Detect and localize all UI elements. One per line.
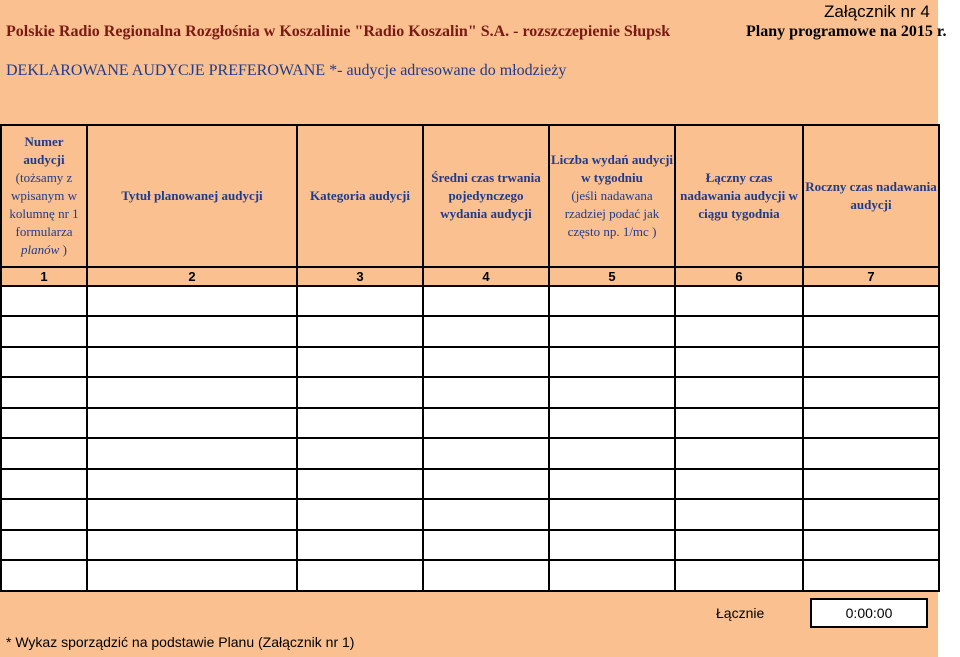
col-header-number-line4: planów xyxy=(21,242,60,258)
table-cell[interactable] xyxy=(675,438,803,469)
table-cell[interactable] xyxy=(297,438,423,469)
table-cell[interactable] xyxy=(675,499,803,530)
annex-label: Załącznik nr 4 xyxy=(824,2,930,21)
table-cell[interactable] xyxy=(803,408,939,439)
footnote: * Wykaz sporządzić na podstawie Planu (Załącznik nr 1) xyxy=(6,634,355,650)
table-cell[interactable] xyxy=(803,438,939,469)
column-number: 6 xyxy=(675,267,803,285)
table-row xyxy=(1,438,939,469)
table-cell[interactable] xyxy=(1,469,87,500)
table-cell[interactable] xyxy=(423,347,549,378)
table-row xyxy=(1,469,939,500)
col-header-title: Tytuł planowanej audycji xyxy=(87,125,297,267)
table-cell[interactable] xyxy=(1,377,87,408)
table-cell[interactable] xyxy=(803,286,939,317)
company-title: Polskie Radio Regionalna Rozgłośnia w Koszalinie "Radio Koszalin" S.A. - rozszczepienie Słupsk xyxy=(6,23,671,40)
column-number: 1 xyxy=(1,267,87,285)
table-cell[interactable] xyxy=(297,408,423,439)
col-header-episodes-line1: Liczba wydań audycji w tygodniu xyxy=(550,152,674,186)
col-header-annual-time: Roczny czas nadawania audycji xyxy=(803,125,939,267)
table-cell[interactable] xyxy=(87,560,297,591)
column-number: 2 xyxy=(87,267,297,285)
table-cell[interactable] xyxy=(297,530,423,561)
table-cell[interactable] xyxy=(297,347,423,378)
table-cell[interactable] xyxy=(803,347,939,378)
table-cell[interactable] xyxy=(297,499,423,530)
table-cell[interactable] xyxy=(803,560,939,591)
table-row xyxy=(1,347,939,378)
col-header-episodes-line2: (jeśli nadawana rzadziej podać jak często np. 1/mc ) xyxy=(564,188,660,240)
column-number-row xyxy=(1,267,939,285)
table-cell[interactable] xyxy=(1,530,87,561)
table-cell[interactable] xyxy=(423,530,549,561)
col-header-number-line3: (tożsamy z wpisanym w kolumnę nr 1 formularza xyxy=(9,170,79,240)
column-number: 5 xyxy=(549,267,675,285)
table-row xyxy=(1,286,939,317)
table-header-row xyxy=(1,125,939,267)
table-cell[interactable] xyxy=(1,347,87,378)
table-cell[interactable] xyxy=(675,377,803,408)
table-cell[interactable] xyxy=(549,347,675,378)
table-cell[interactable] xyxy=(297,560,423,591)
table-cell[interactable] xyxy=(549,469,675,500)
table-cell[interactable] xyxy=(675,560,803,591)
table-row xyxy=(1,530,939,561)
table-cell[interactable] xyxy=(549,377,675,408)
table-cell[interactable] xyxy=(87,438,297,469)
col-header-number-line2: audycji xyxy=(23,152,65,168)
table-cell[interactable] xyxy=(675,469,803,500)
table-cell[interactable] xyxy=(675,530,803,561)
table-cell[interactable] xyxy=(1,560,87,591)
table-row xyxy=(1,408,939,439)
table-cell[interactable] xyxy=(803,316,939,347)
audition-table xyxy=(0,124,940,592)
table-body xyxy=(1,286,939,591)
table-cell[interactable] xyxy=(803,499,939,530)
table-cell[interactable] xyxy=(803,530,939,561)
column-number: 4 xyxy=(423,267,549,285)
col-header-episodes xyxy=(549,125,675,267)
table-cell[interactable] xyxy=(297,377,423,408)
col-header-number-line5: ) xyxy=(62,242,67,258)
table-cell[interactable] xyxy=(423,560,549,591)
table-cell[interactable] xyxy=(1,438,87,469)
table-row xyxy=(1,560,939,591)
table-cell[interactable] xyxy=(87,286,297,317)
table-cell[interactable] xyxy=(297,469,423,500)
table-cell[interactable] xyxy=(1,286,87,317)
table-cell[interactable] xyxy=(549,408,675,439)
table-cell[interactable] xyxy=(549,438,675,469)
table-cell[interactable] xyxy=(1,408,87,439)
col-header-number-line1: Numer xyxy=(24,134,64,150)
table-cell[interactable] xyxy=(549,530,675,561)
column-number: 7 xyxy=(803,267,939,285)
table-cell[interactable] xyxy=(87,347,297,378)
table-cell[interactable] xyxy=(87,530,297,561)
table-cell[interactable] xyxy=(87,377,297,408)
table-row xyxy=(1,499,939,530)
table-cell[interactable] xyxy=(87,469,297,500)
table-cell[interactable] xyxy=(675,286,803,317)
table-cell[interactable] xyxy=(423,499,549,530)
table-cell[interactable] xyxy=(87,499,297,530)
total-label: Łącznie xyxy=(716,605,765,621)
table-row xyxy=(1,316,939,347)
table-cell[interactable] xyxy=(803,377,939,408)
table-cell[interactable] xyxy=(675,347,803,378)
col-header-weekly-time: Łączny czas nadawania audycji w ciągu tygodnia xyxy=(675,125,803,267)
table-cell[interactable] xyxy=(297,286,423,317)
table-cell[interactable] xyxy=(87,408,297,439)
table-cell[interactable] xyxy=(675,316,803,347)
table-cell[interactable] xyxy=(297,316,423,347)
col-header-category: Kategoria audycji xyxy=(297,125,423,267)
table-cell[interactable] xyxy=(549,286,675,317)
table-cell[interactable] xyxy=(423,316,549,347)
table-cell[interactable] xyxy=(87,316,297,347)
table-cell[interactable] xyxy=(1,316,87,347)
table-cell[interactable] xyxy=(549,499,675,530)
table-cell[interactable] xyxy=(423,377,549,408)
col-header-number xyxy=(1,125,87,267)
table-cell[interactable] xyxy=(803,469,939,500)
table-cell[interactable] xyxy=(423,408,549,439)
table-cell[interactable] xyxy=(675,408,803,439)
table-cell[interactable] xyxy=(549,316,675,347)
total-value-cell[interactable] xyxy=(810,598,928,628)
table-row xyxy=(1,377,939,408)
table-cell[interactable] xyxy=(423,438,549,469)
col-header-avg-duration: Średni czas trwania pojedynczego wydania audycji xyxy=(423,125,549,267)
table-cell[interactable] xyxy=(423,469,549,500)
column-number: 3 xyxy=(297,267,423,285)
section-subtitle: DEKLAROWANE AUDYCJE PREFEROWANE *- audycje adresowane do młodzieży xyxy=(6,62,567,79)
table-cell[interactable] xyxy=(549,560,675,591)
table-cell[interactable] xyxy=(423,286,549,317)
total-value: 0:00:00 xyxy=(845,605,893,621)
plans-title: Plany programowe na 2015 r. xyxy=(746,23,947,40)
table-cell[interactable] xyxy=(1,499,87,530)
